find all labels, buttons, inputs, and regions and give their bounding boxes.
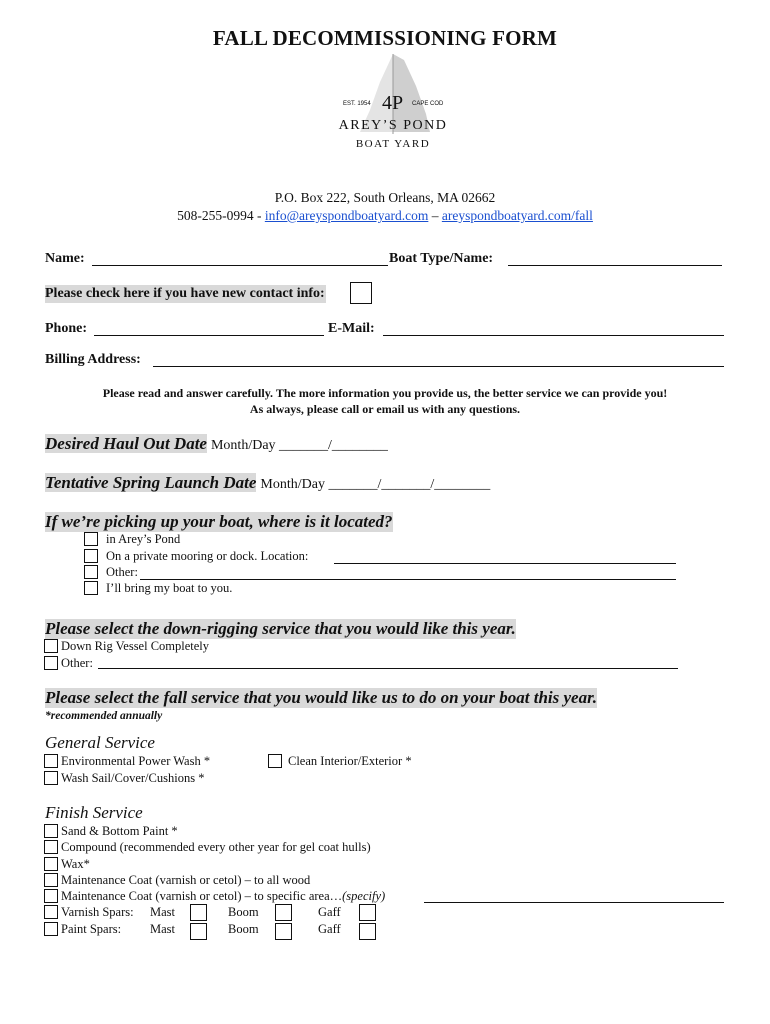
- location-option: in Arey’s Pond: [106, 532, 181, 546]
- finish-option: [61, 889, 385, 904]
- downrig-checkbox[interactable]: [44, 639, 58, 653]
- notice-line-1: Please read and answer carefully. The more information you provide us, the better service we can provide you!: [102, 386, 668, 400]
- location-option: Other:: [106, 565, 138, 579]
- location-option: On a private mooring or dock. Location:: [106, 549, 309, 563]
- finish-option: Maintenance Coat (varnish or cetol) – to all wood: [61, 873, 311, 887]
- location-checkbox[interactable]: [84, 581, 98, 595]
- haul-out-heading: Desired Haul Out Date: [45, 434, 207, 453]
- separator: -: [253, 208, 265, 223]
- phone-field[interactable]: [94, 335, 324, 336]
- paint-mast-checkbox[interactable]: [190, 923, 207, 940]
- finish-checkbox[interactable]: [44, 922, 58, 936]
- general-option: Wash Sail/Cover/Cushions *: [61, 771, 205, 785]
- paint-boom-label: Boom: [228, 922, 259, 936]
- paint-boom-checkbox[interactable]: [275, 923, 292, 940]
- specify-label: (specify): [342, 889, 386, 903]
- location-heading: If we’re picking up your boat, where is it located?: [45, 512, 393, 531]
- varnish-mast-label: Mast: [150, 905, 175, 919]
- name-label: Name:: [45, 251, 85, 266]
- finish-option: Compound (recommended every other year for gel coat hulls): [61, 840, 371, 854]
- logo-est: EST. 1954: [343, 101, 371, 107]
- launch-heading: Tentative Spring Launch Date: [45, 473, 257, 492]
- email-field[interactable]: [383, 335, 724, 336]
- logo-name: AREY’S POND: [338, 118, 448, 133]
- new-contact-checkbox[interactable]: [350, 282, 372, 304]
- finish-option: Sand & Bottom Paint *: [61, 824, 178, 838]
- billing-field[interactable]: [153, 366, 724, 367]
- launch-field[interactable]: Month/Day _______/_______/________: [260, 477, 491, 492]
- boat-field[interactable]: [508, 265, 722, 266]
- finish-checkbox[interactable]: [44, 824, 58, 838]
- finish-option: Wax*: [61, 857, 90, 871]
- name-field[interactable]: [92, 265, 388, 266]
- location-checkbox[interactable]: [84, 549, 98, 563]
- varnish-boom-label: Boom: [228, 905, 259, 919]
- finish-service-heading: Finish Service: [45, 803, 143, 822]
- downrig-checkbox[interactable]: [44, 656, 58, 670]
- boatyard-logo: [330, 52, 456, 160]
- logo-sub: BOAT YARD: [355, 138, 431, 150]
- varnish-spars-label: Varnish Spars:: [61, 905, 134, 919]
- downrig-option: Other:: [61, 656, 93, 670]
- finish-checkbox[interactable]: [44, 905, 58, 919]
- separator: –: [428, 208, 442, 223]
- location-other-field[interactable]: [140, 579, 676, 580]
- finish-option-text: Maintenance Coat (varnish or cetol) – to specific area…: [61, 889, 343, 903]
- website-link[interactable]: areyspondboatyard.com/fall: [441, 208, 593, 223]
- location-option: I’ll bring my boat to you.: [106, 581, 233, 595]
- paint-gaff-label: Gaff: [318, 922, 341, 936]
- varnish-mast-checkbox[interactable]: [190, 904, 207, 921]
- paint-spars-label: Paint Spars:: [61, 922, 122, 936]
- general-checkbox[interactable]: [268, 754, 282, 768]
- downrig-option: Down Rig Vessel Completely: [61, 639, 210, 653]
- paint-gaff-checkbox[interactable]: [359, 923, 376, 940]
- finish-checkbox[interactable]: [44, 889, 58, 903]
- general-service-heading: General Service: [45, 733, 155, 752]
- phone-label: Phone:: [45, 321, 87, 336]
- location-checkbox[interactable]: [84, 532, 98, 546]
- varnish-gaff-label: Gaff: [318, 905, 341, 919]
- varnish-boom-checkbox[interactable]: [275, 904, 292, 921]
- specify-field[interactable]: [424, 902, 724, 903]
- finish-checkbox[interactable]: [44, 873, 58, 887]
- finish-checkbox[interactable]: [44, 857, 58, 871]
- contact-line: [0, 208, 770, 224]
- haul-out-field[interactable]: Month/Day _______/________: [210, 438, 388, 453]
- finish-checkbox[interactable]: [44, 840, 58, 854]
- haul-out-row: [45, 434, 388, 454]
- logo-mark: 4P: [382, 92, 404, 114]
- general-option: Clean Interior/Exterior *: [288, 754, 412, 768]
- logo-place: CAPE COD: [412, 101, 444, 107]
- general-checkbox[interactable]: [44, 771, 58, 785]
- email-label: E-Mail:: [328, 321, 375, 336]
- fall-service-heading: Please select the fall service that you would like us to do on your boat this year.: [45, 688, 598, 707]
- billing-label: Billing Address:: [45, 352, 141, 367]
- recommended-note: *recommended annually: [45, 710, 163, 722]
- general-checkbox[interactable]: [44, 754, 58, 768]
- new-contact-label: Please check here if you have new contact info:: [45, 286, 325, 301]
- boat-label: Boat Type/Name:: [389, 251, 494, 266]
- address-line: P.O. Box 222, South Orleans, MA 02662: [274, 190, 496, 205]
- launch-row: [45, 473, 490, 493]
- email-link[interactable]: info@areyspondboatyard.com: [264, 208, 429, 223]
- paint-mast-label: Mast: [150, 922, 175, 936]
- varnish-gaff-checkbox[interactable]: [359, 904, 376, 921]
- general-option: Environmental Power Wash *: [61, 754, 211, 768]
- downrig-heading: Please select the down-rigging service that you would like this year.: [45, 619, 516, 638]
- phone-number: 508-255-0994: [177, 208, 254, 223]
- location-checkbox[interactable]: [84, 565, 98, 579]
- notice-line-2: As always, please call or email us with any questions.: [249, 402, 521, 416]
- location-field[interactable]: [334, 563, 676, 564]
- downrig-other-field[interactable]: [98, 668, 678, 669]
- page-title: FALL DECOMMISSIONING FORM: [212, 26, 558, 50]
